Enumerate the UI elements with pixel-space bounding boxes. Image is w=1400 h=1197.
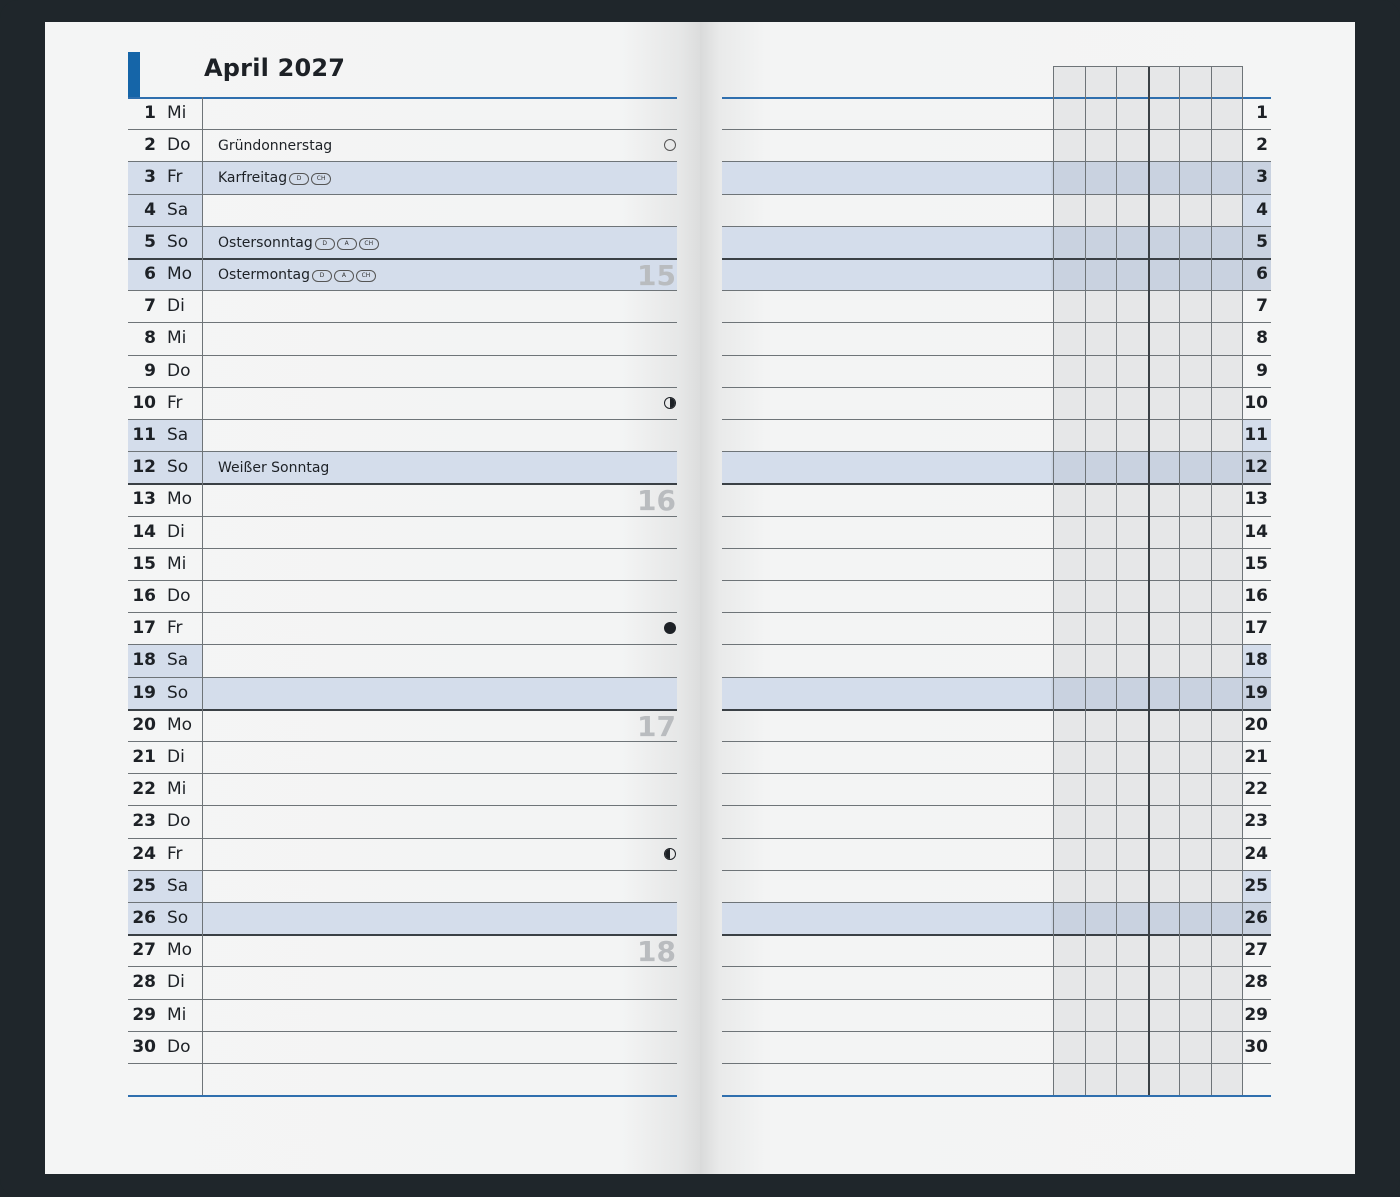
- week-divider: [128, 709, 677, 711]
- day-number: 15: [132, 553, 156, 574]
- row-divider: [128, 644, 677, 645]
- right-day-number: 26: [1244, 908, 1268, 928]
- row-divider: [722, 966, 1271, 967]
- weekend-row-shade: [128, 259, 677, 290]
- weekend-row-shade: [722, 678, 1271, 709]
- grid-column-divider: [1148, 66, 1150, 1095]
- weekday-label: So: [167, 682, 189, 703]
- day-number: 17: [132, 618, 156, 639]
- country-badge: A: [334, 270, 354, 282]
- row-divider: [722, 387, 1271, 388]
- week-divider: [722, 258, 1271, 260]
- day-column-divider: [202, 97, 203, 1095]
- right-day-number: 8: [1256, 328, 1268, 349]
- row-divider: [128, 612, 677, 613]
- row-divider: [722, 516, 1271, 517]
- day-number: 12: [132, 457, 156, 478]
- country-badge: D: [315, 238, 335, 250]
- weekend-row-shade: [128, 903, 677, 934]
- right-day-number: 10: [1244, 392, 1268, 413]
- holiday-label: [218, 170, 331, 186]
- weekday-label: Sa: [167, 875, 189, 896]
- row-divider: [722, 451, 1271, 452]
- right-day-number: 24: [1244, 843, 1268, 864]
- day-number: 4: [144, 199, 156, 220]
- right-day-number: 23: [1244, 811, 1268, 832]
- right-day-number: 21: [1244, 747, 1268, 767]
- right-day-number: 3: [1256, 167, 1268, 188]
- day-number: 21: [132, 747, 156, 767]
- weekday-label: Di: [167, 747, 185, 767]
- weekend-row-shade: [128, 452, 677, 483]
- day-number: 22: [132, 779, 156, 800]
- last-quarter-moon-icon: [664, 848, 676, 860]
- weekday-label: Mo: [167, 940, 193, 961]
- holiday-name: Karfreitag: [218, 170, 288, 187]
- weekday-label: Di: [167, 521, 185, 542]
- right-day-number: 11: [1244, 425, 1268, 445]
- weekday-label: Mi: [167, 328, 187, 349]
- day-number: 19: [132, 682, 156, 703]
- right-day-number: 14: [1244, 521, 1268, 542]
- grid-column-divider: [1085, 66, 1086, 1095]
- day-number: 13: [132, 489, 156, 510]
- row-divider: [722, 741, 1271, 742]
- row-divider: [128, 677, 677, 678]
- day-number: 11: [132, 425, 156, 445]
- row-divider: [128, 999, 677, 1000]
- weekday-label: So: [167, 231, 189, 252]
- right-day-number: 15: [1244, 553, 1268, 574]
- weekday-label: Fr: [167, 167, 183, 188]
- right-day-number: 13: [1244, 489, 1268, 510]
- right-day-number: 2: [1256, 135, 1268, 156]
- day-number: 14: [132, 521, 156, 542]
- row-divider: [128, 161, 677, 162]
- right-day-number: 27: [1244, 940, 1268, 961]
- row-divider: [128, 226, 677, 227]
- weekday-label: Do: [167, 811, 191, 832]
- day-number: 10: [132, 392, 156, 413]
- row-divider: [722, 870, 1271, 871]
- right-day-number: 17: [1244, 618, 1268, 639]
- row-divider: [128, 290, 677, 291]
- row-divider: [128, 805, 677, 806]
- row-divider: [128, 741, 677, 742]
- day-number: 1: [144, 103, 156, 123]
- day-number: 26: [132, 908, 156, 928]
- week-number: 15: [637, 259, 676, 292]
- row-divider: [128, 838, 677, 839]
- row-divider: [128, 580, 677, 581]
- holiday-label: [218, 460, 329, 476]
- right-day-number: 5: [1256, 231, 1268, 252]
- holiday-name: Weißer Sonntag: [218, 460, 330, 477]
- bottom-rule: [722, 1095, 1271, 1097]
- row-divider: [722, 999, 1271, 1000]
- right-day-number: 20: [1244, 714, 1268, 735]
- row-divider: [722, 322, 1271, 323]
- week-divider: [722, 709, 1271, 711]
- row-divider: [128, 902, 677, 903]
- holiday-label: [218, 235, 379, 251]
- country-badge: D: [312, 270, 332, 282]
- month-title: April 2027: [204, 54, 346, 82]
- row-divider: [128, 516, 677, 517]
- weekend-row-shade: [722, 227, 1271, 258]
- row-divider: [722, 290, 1271, 291]
- top-rule: [722, 97, 1271, 99]
- day-number: 25: [132, 875, 156, 896]
- day-number: 24: [132, 843, 156, 864]
- week-number: 17: [637, 709, 676, 743]
- day-number: 23: [132, 811, 156, 832]
- row-divider: [722, 161, 1271, 162]
- row-divider: [128, 387, 677, 388]
- day-number: 16: [132, 586, 156, 606]
- weekend-row-shade: [128, 227, 677, 258]
- right-day-number: 29: [1244, 1004, 1268, 1025]
- weekday-label: So: [167, 457, 189, 478]
- row-divider: [722, 838, 1271, 839]
- row-divider: [128, 322, 677, 323]
- weekday-label: Di: [167, 972, 185, 993]
- day-number: 20: [132, 714, 156, 735]
- row-divider: [128, 773, 677, 774]
- row-divider: [128, 966, 677, 967]
- country-badge: A: [337, 238, 357, 250]
- right-day-number: 19: [1244, 682, 1268, 703]
- weekday-label: Mi: [167, 779, 187, 800]
- weekday-label: Fr: [167, 392, 183, 413]
- row-divider: [128, 129, 677, 130]
- holiday-name: Ostermontag: [218, 267, 310, 283]
- row-divider: [722, 612, 1271, 613]
- top-rule: [128, 97, 677, 99]
- weekday-label: Mi: [167, 103, 187, 123]
- weekday-label: Di: [167, 296, 185, 317]
- right-day-number: 22: [1244, 779, 1268, 800]
- holiday-label: [218, 267, 376, 283]
- row-divider: [722, 548, 1271, 549]
- week-number: 18: [637, 935, 676, 969]
- week-number: 16: [637, 484, 676, 518]
- day-number: 5: [144, 231, 156, 252]
- right-day-number: 12: [1244, 457, 1268, 478]
- weekday-label: Do: [167, 360, 191, 381]
- weekend-row-shade: [722, 162, 1271, 193]
- row-divider: [128, 1031, 677, 1032]
- holiday-name: Gründonnerstag: [218, 138, 333, 155]
- row-divider: [128, 355, 677, 356]
- day-number: 29: [132, 1004, 156, 1025]
- weekday-label: Mi: [167, 553, 187, 574]
- weekend-row-shade: [722, 903, 1271, 934]
- weekend-row-shade: [128, 162, 677, 193]
- grid-column-divider: [1053, 66, 1054, 1095]
- day-number: 3: [144, 167, 156, 188]
- row-divider: [722, 644, 1271, 645]
- grid-column-divider: [1211, 66, 1212, 1095]
- right-day-number: 4: [1256, 199, 1268, 220]
- day-number: 30: [132, 1036, 156, 1057]
- row-divider: [128, 194, 677, 195]
- right-day-number: 9: [1256, 360, 1268, 381]
- row-divider: [128, 870, 677, 871]
- weekday-label: Fr: [167, 843, 183, 864]
- row-divider: [722, 129, 1271, 130]
- row-divider: [722, 1031, 1271, 1032]
- row-divider: [128, 1063, 677, 1064]
- row-divider: [722, 1063, 1271, 1064]
- day-number: 8: [144, 328, 156, 349]
- country-badge: CH: [359, 238, 379, 250]
- country-badge: CH: [311, 173, 331, 185]
- weekday-label: Mo: [167, 264, 193, 284]
- row-divider: [722, 805, 1271, 806]
- day-number: 9: [144, 360, 156, 381]
- right-day-number: 1: [1256, 103, 1268, 123]
- weekday-label: Do: [167, 135, 191, 156]
- weekday-label: Do: [167, 1036, 191, 1057]
- bottom-rule: [128, 1095, 677, 1097]
- day-number: 28: [132, 972, 156, 993]
- week-divider: [128, 258, 677, 260]
- row-divider: [722, 773, 1271, 774]
- weekday-label: Do: [167, 586, 191, 606]
- weekday-label: So: [167, 908, 189, 928]
- weekday-label: Sa: [167, 650, 189, 671]
- weekday-label: Sa: [167, 425, 189, 445]
- right-day-number: 28: [1244, 972, 1268, 993]
- day-number: 7: [144, 296, 156, 317]
- weekday-label: Mo: [167, 714, 193, 735]
- holiday-name: Ostersonntag: [218, 234, 313, 251]
- week-divider: [722, 934, 1271, 936]
- right-day-number: 7: [1256, 296, 1268, 317]
- weekday-label: Mo: [167, 489, 193, 510]
- grid-column-divider: [1116, 66, 1117, 1095]
- week-divider: [128, 934, 677, 936]
- row-divider: [128, 451, 677, 452]
- row-divider: [722, 355, 1271, 356]
- month-accent-bar: [128, 52, 140, 97]
- right-day-number: 30: [1244, 1036, 1268, 1057]
- country-badge: D: [289, 173, 309, 185]
- weekend-row-shade: [722, 452, 1271, 483]
- weekend-row-shade: [722, 259, 1271, 290]
- right-day-number: 16: [1244, 586, 1268, 606]
- weekday-label: Sa: [167, 199, 189, 220]
- day-number: 27: [132, 940, 156, 961]
- weekday-label: Mi: [167, 1004, 187, 1025]
- grid-header-rule: [1053, 66, 1242, 67]
- country-badge: CH: [356, 270, 376, 282]
- week-divider: [722, 483, 1271, 485]
- right-day-number: 25: [1244, 875, 1268, 896]
- day-number: 6: [144, 264, 156, 284]
- row-divider: [128, 548, 677, 549]
- right-day-number: 18: [1244, 650, 1268, 671]
- row-divider: [722, 419, 1271, 420]
- row-divider: [128, 419, 677, 420]
- first-quarter-moon-icon: [664, 397, 676, 409]
- holiday-label: [218, 138, 332, 154]
- grid-column-divider: [1179, 66, 1180, 1095]
- weekend-row-shade: [128, 678, 677, 709]
- weekday-label: Fr: [167, 618, 183, 639]
- day-number: 18: [132, 650, 156, 671]
- row-divider: [722, 677, 1271, 678]
- row-divider: [722, 902, 1271, 903]
- week-divider: [128, 483, 677, 485]
- row-divider: [722, 580, 1271, 581]
- right-day-number: 6: [1256, 264, 1268, 284]
- row-divider: [722, 194, 1271, 195]
- row-divider: [722, 226, 1271, 227]
- day-number: 2: [144, 135, 156, 156]
